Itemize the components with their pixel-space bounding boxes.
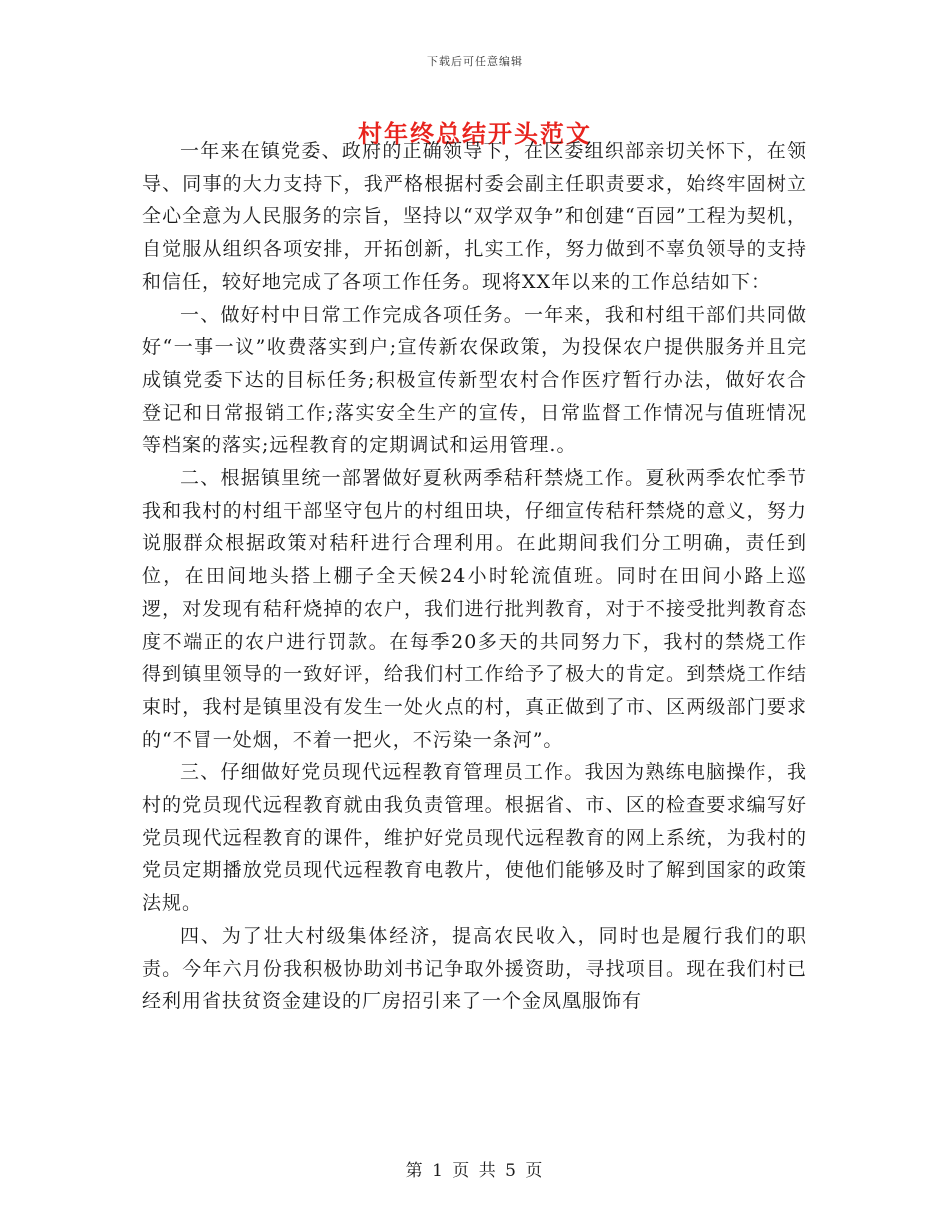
paragraph-section-4: 四、为了壮大村级集体经济，提高农民收入，同时也是履行我们的职责。今年六月份我积极协助刘书记争取外援资助，寻找项目。现在我们村已经利用省扶贫资金建设的厂房招引来了一个金凤凰服饰有 xyxy=(142,924,807,1013)
paragraph-section-2: 二、根据镇里统一部署做好夏秋两季秸秆禁烧工作。夏秋两季农忙季节我和我村的村组干部坚守包片的村组田块，仔细宣传秸秆禁烧的意义，努力说服群众根据政策对秸秆进行合理利用。在此期间我们分工明确，责任到位，在田间地头搭上棚子全天候24小时轮流值班。同时在田间小路上巡逻，对发现有秸秆烧掉的农户，我们进行批判教育，对于不接受批判教育态度不端正的农户进行罚款。在每季20多天的共同努力下，我村的禁烧工作得到镇里领导的一致好评，给我们村工作给予了极大的肯定。到禁烧工作结束时，我村是镇里没有发生一处火点的村，真正做到了市、区两级部门要求的“不冒一处烟，不着一把火，不污染一条河”。 xyxy=(142,467,807,751)
document-title: 村年终总结开头范文 xyxy=(358,119,592,148)
page-header-note: 下载后可任意编辑 xyxy=(427,55,523,68)
document-body xyxy=(142,135,807,1018)
paragraph-section-1: 一、做好村中日常工作完成各项任务。一年来，我和村组干部们共同做好“一事一议”收费落实到户;宣传新农保政策，为投保农户提供服务并且完成镇党委下达的目标任务;积极宣传新型农村合作医疗暂行办法，做好农合登记和日常报销工作;落实安全生产的宣传，日常监督工作情况与值班情况等档案的落实;远程教育的定期调试和运用管理.。 xyxy=(142,303,807,457)
paragraph-intro: 一年来在镇党委、政府的正确领导下，在区委组织部亲切关怀下，在领导、同事的大力支持下，我严格根据村委会副主任职责要求，始终牢固树立全心全意为人民服务的宗旨，坚持以“双学双争”和创建“百园”工程为契机，自觉服从组织各项安排，开拓创新，扎实工作，努力做到不辜负领导的支持和信任，较好地完成了各项工作任务。现将XX年以来的工作总结如下： xyxy=(142,140,807,293)
paragraph-section-3: 三、仔细做好党员现代远程教育管理员工作。我因为熟练电脑操作，我村的党员现代远程教育就由我负责管理。根据省、市、区的检查要求编写好党员现代远程教育的课件，维护好党员现代远程教育的网上系统，为我村的党员定期播放党员现代远程教育电教片，使他们能够及时了解到国家的政策法规。 xyxy=(142,761,807,915)
page-number: 第 1 页 共 5 页 xyxy=(405,1161,545,1181)
